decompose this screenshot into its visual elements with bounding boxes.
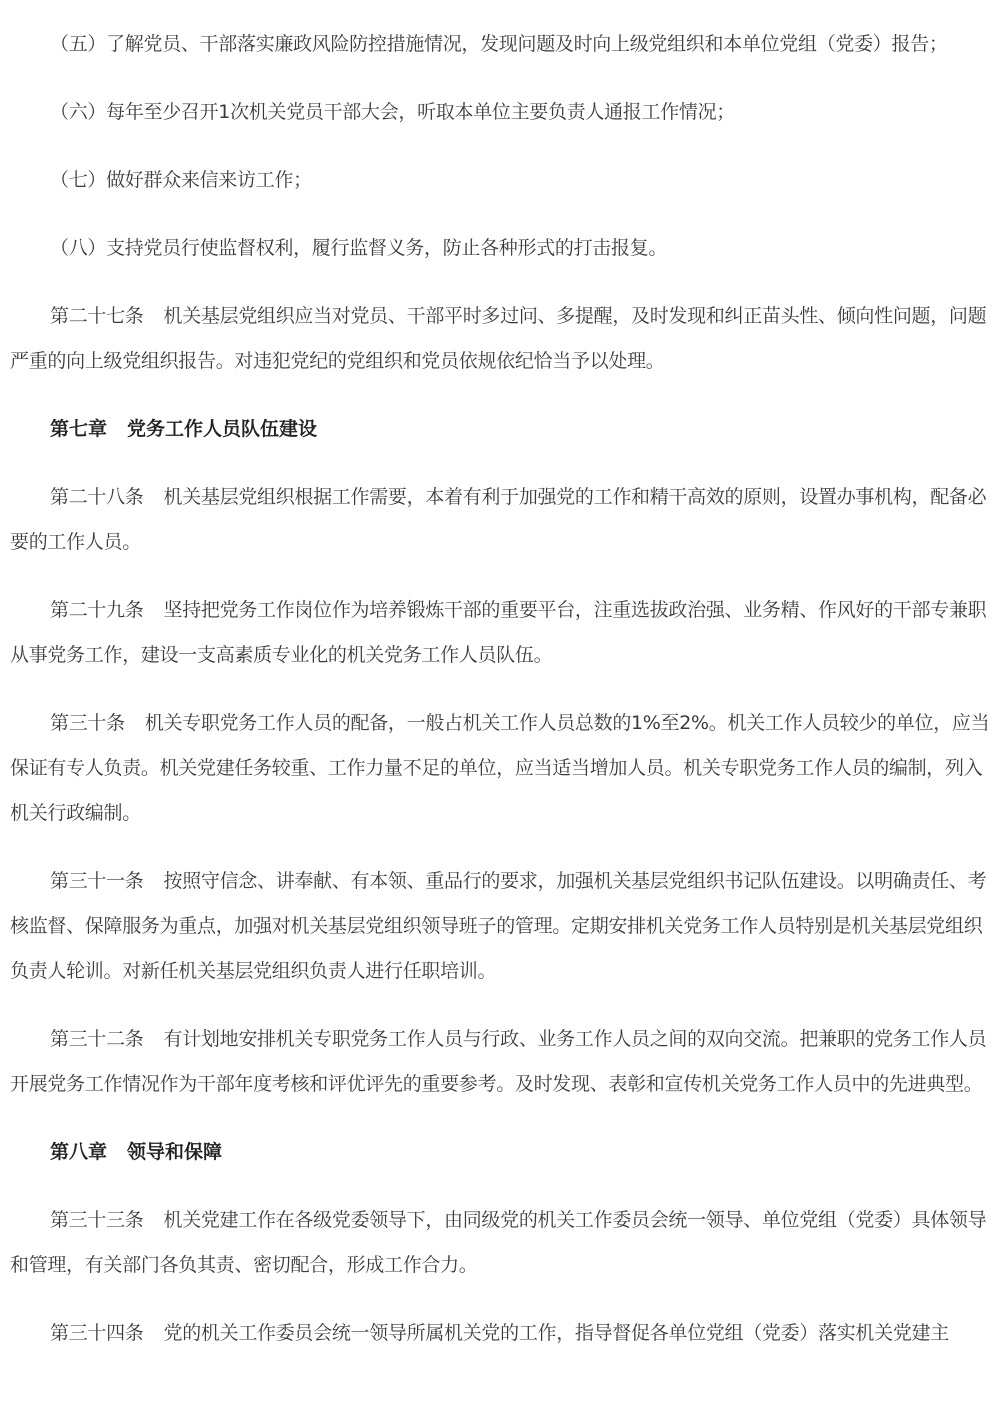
article-31 <box>10 859 990 994</box>
article-34 <box>10 1311 990 1356</box>
article-number: 第二十九条 <box>50 599 144 621</box>
article-text: 党的机关工作委员会统一领导所属机关党的工作，指导督促各单位党组（党委）落实机关党建主 <box>163 1322 949 1344</box>
article-text: 有计划地安排机关专职党务工作人员与行政、业务工作人员之间的双向交流。把兼职的党务工作人员开展党务工作情况作为干部年度考核和评优评先的重要参考。及时发现、表彰和宣传机关党务工作人员中的先进典型。 <box>10 1028 987 1095</box>
chapter-number: 第八章 <box>50 1141 108 1163</box>
article-number: 第三十条 <box>50 712 125 734</box>
article-text: 按照守信念、讲奉献、有本领、重品行的要求，加强机关基层党组织书记队伍建设。以明确责任、考核监督、保障服务为重点，加强对机关基层党组织领导班子的管理。定期安排机关党务工作人员特别是机关基层党组织负责人轮训。对新任机关基层党组织负责人进行任职培训。 <box>10 870 987 982</box>
article-text: 坚持把党务工作岗位作为培养锻炼干部的重要平台，注重选拔政治强、业务精、作风好的干部专兼职从事党务工作，建设一支高素质专业化的机关党务工作人员队伍。 <box>10 599 987 666</box>
article-30 <box>10 701 990 836</box>
list-item: （六）每年至少召开1次机关党员干部大会，听取本单位主要负责人通报工作情况； <box>50 101 735 123</box>
article-29 <box>10 588 990 678</box>
article-text: 机关党建工作在各级党委领导下，由同级党的机关工作委员会统一领导、单位党组（党委）具体领导和管理，有关部门各负其责、密切配合，形成工作合力。 <box>10 1209 987 1276</box>
article-number: 第二十八条 <box>50 486 144 508</box>
article-number: 第二十七条 <box>50 305 144 327</box>
list-item: （七）做好群众来信来访工作； <box>50 169 312 191</box>
document-body <box>10 22 990 1379</box>
article-28 <box>10 475 990 565</box>
article-number: 第三十二条 <box>50 1028 144 1050</box>
article-text: 机关专职党务工作人员的配备，一般占机关工作人员总数的1%至2%。机关工作人员较少的单位，应当保证有专人负责。机关党建任务较重、工作力量不足的单位，应当适当增加人员。机关专职党务工作人员的编制，列入机关行政编制。 <box>10 712 990 824</box>
article-text: 机关基层党组织根据工作需要，本着有利于加强党的工作和精干高效的原则，设置办事机构，配备必要的工作人员。 <box>10 486 987 553</box>
chapter-number: 第七章 <box>50 418 108 440</box>
article-27 <box>10 294 990 384</box>
chapter-heading <box>10 407 990 452</box>
article-text: 机关基层党组织应当对党员、干部平时多过问、多提醒，及时发现和纠正苗头性、倾向性问题，问题严重的向上级党组织报告。对违犯党纪的党组织和党员依规依纪恰当予以处理。 <box>10 305 987 372</box>
article-32 <box>10 1017 990 1107</box>
list-item: （五）了解党员、干部落实廉政风险防控措施情况，发现问题及时向上级党组织和本单位党组（党委）报告； <box>50 33 948 55</box>
article-33 <box>10 1198 990 1288</box>
chapter-heading <box>10 1130 990 1175</box>
chapter-title: 党务工作人员队伍建设 <box>127 418 318 440</box>
list-item: （八）支持党员行使监督权利，履行监督义务，防止各种形式的打击报复。 <box>50 237 668 259</box>
article-number: 第三十四条 <box>50 1322 144 1344</box>
article-number: 第三十一条 <box>50 870 144 892</box>
chapter-title: 领导和保障 <box>127 1141 223 1163</box>
article-number: 第三十三条 <box>50 1209 144 1231</box>
